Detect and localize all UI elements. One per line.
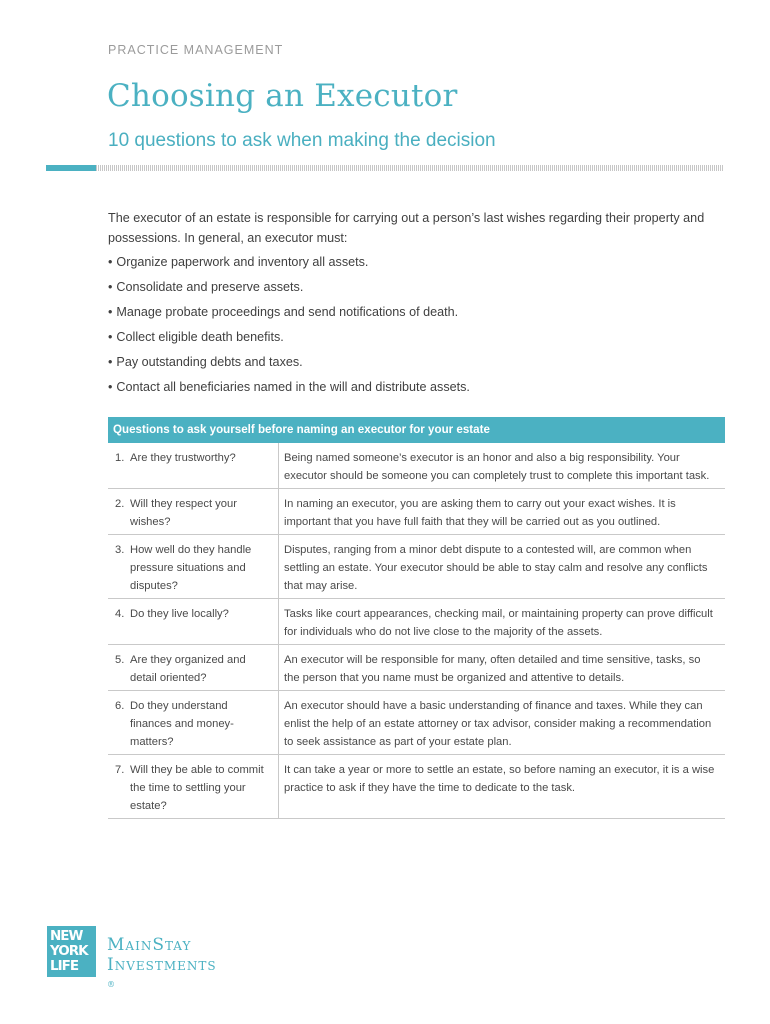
- question-text: Do they live locally?: [130, 608, 229, 620]
- question-text: Do they understand finances and money-matters?: [130, 700, 234, 748]
- list-item: • Organize paperwork and inventory all assets.: [108, 255, 369, 269]
- executor-duties-list: [108, 252, 470, 402]
- question-number: 6.: [115, 700, 125, 712]
- question-text: How well do they handle pressure situations and disputes?: [130, 544, 252, 592]
- table-row: [108, 599, 725, 645]
- brand-line-text: Investments: [107, 955, 217, 975]
- answer-cell: In naming an executor, you are asking them to carry out your exact wishes. It is important that you have full faith that they will be carried out as you outlined.: [284, 498, 676, 528]
- list-item-text: Contact all beneficiaries named in the will and distribute assets.: [116, 380, 470, 394]
- questions-table-header: Questions to ask yourself before naming an executor for your estate: [108, 417, 725, 443]
- brand-line: [107, 955, 217, 995]
- question-number: 5.: [115, 654, 125, 666]
- list-item-text: Consolidate and preserve assets.: [116, 280, 304, 294]
- table-row: [108, 489, 725, 535]
- table-row: [108, 755, 725, 819]
- question-number: 1.: [115, 452, 125, 464]
- list-item: • Manage probate proceedings and send notifications of death.: [108, 305, 459, 319]
- page-title: Choosing an Executor: [107, 78, 458, 114]
- table-row: [108, 691, 725, 755]
- questions-table: [108, 417, 725, 819]
- header-divider-accent: [46, 165, 96, 171]
- question-number: 4.: [115, 608, 125, 620]
- page-subtitle: 10 questions to ask when making the decision: [108, 130, 496, 151]
- section-eyebrow: PRACTICE MANAGEMENT: [108, 43, 284, 57]
- list-item: • Pay outstanding debts and taxes.: [108, 355, 303, 369]
- table-row: [108, 443, 725, 489]
- list-item-text: Organize paperwork and inventory all assets.: [116, 255, 369, 269]
- list-item-text: Collect eligible death benefits.: [116, 330, 284, 344]
- header-divider: [46, 165, 724, 171]
- logo-line: NEW: [50, 928, 83, 944]
- question-text: Will they be able to commit the time to settling your estate?: [130, 764, 264, 812]
- question-cell: [108, 645, 279, 690]
- answer-cell: Disputes, ranging from a minor debt dispute to a contested will, are common when settling an estate. Your executor should be able to stay calm and resolve any conflicts that may arise.: [284, 544, 708, 592]
- question-cell: [108, 489, 279, 534]
- table-row: [108, 535, 725, 599]
- question-number: 3.: [115, 544, 125, 556]
- question-text: Are they organized and detail oriented?: [130, 654, 246, 684]
- question-text: Are they trustworthy?: [130, 452, 236, 464]
- list-item-text: Manage probate proceedings and send notifications of death.: [116, 305, 459, 319]
- question-number: 7.: [115, 764, 125, 776]
- list-item: • Collect eligible death benefits.: [108, 330, 284, 344]
- logo-line: YORK: [50, 943, 88, 959]
- answer-cell: An executor will be responsible for many, often detailed and time sensitive, tasks, so the person that you name must be organized and attentive to details.: [284, 654, 701, 684]
- question-text: Will they respect your wishes?: [130, 498, 237, 528]
- intro-paragraph: The executor of an estate is responsible for carrying out a person’s last wishes regarding their property and possessions. In general, an executor must:: [108, 211, 705, 245]
- list-item: • Contact all beneficiaries named in the will and distribute assets.: [108, 380, 470, 394]
- question-cell: [108, 691, 279, 754]
- question-cell: [108, 755, 279, 818]
- question-cell: [108, 535, 279, 598]
- new-york-life-logo: [47, 926, 96, 977]
- answer-cell: It can take a year or more to settle an estate, so before naming an executor, it is a wise practice to ask if they have the time to dedicate to the task.: [284, 764, 715, 794]
- registered-mark: ®: [107, 980, 116, 989]
- answer-cell: Being named someone’s executor is an honor and also a big responsibility. Your executor should be someone you can completely trust to complete this important task.: [284, 452, 710, 482]
- list-item: • Consolidate and preserve assets.: [108, 280, 304, 294]
- brand-line: MainStay: [107, 935, 192, 955]
- question-cell: [108, 443, 279, 488]
- table-row: [108, 645, 725, 691]
- answer-cell: An executor should have a basic understanding of finance and taxes. While they can enlist the help of an estate attorney or tax advisor, consider making a recommendation to seek assistance as part of your estate plan.: [284, 700, 712, 748]
- logo-line: LIFE: [50, 958, 79, 974]
- question-cell: [108, 599, 279, 644]
- answer-cell: Tasks like court appearances, checking mail, or maintaining property can prove difficult for individuals who do not live close to the majority of the assets.: [284, 608, 713, 638]
- list-item-text: Pay outstanding debts and taxes.: [116, 355, 303, 369]
- question-number: 2.: [115, 498, 125, 510]
- mainstay-investments-wordmark: [107, 935, 217, 995]
